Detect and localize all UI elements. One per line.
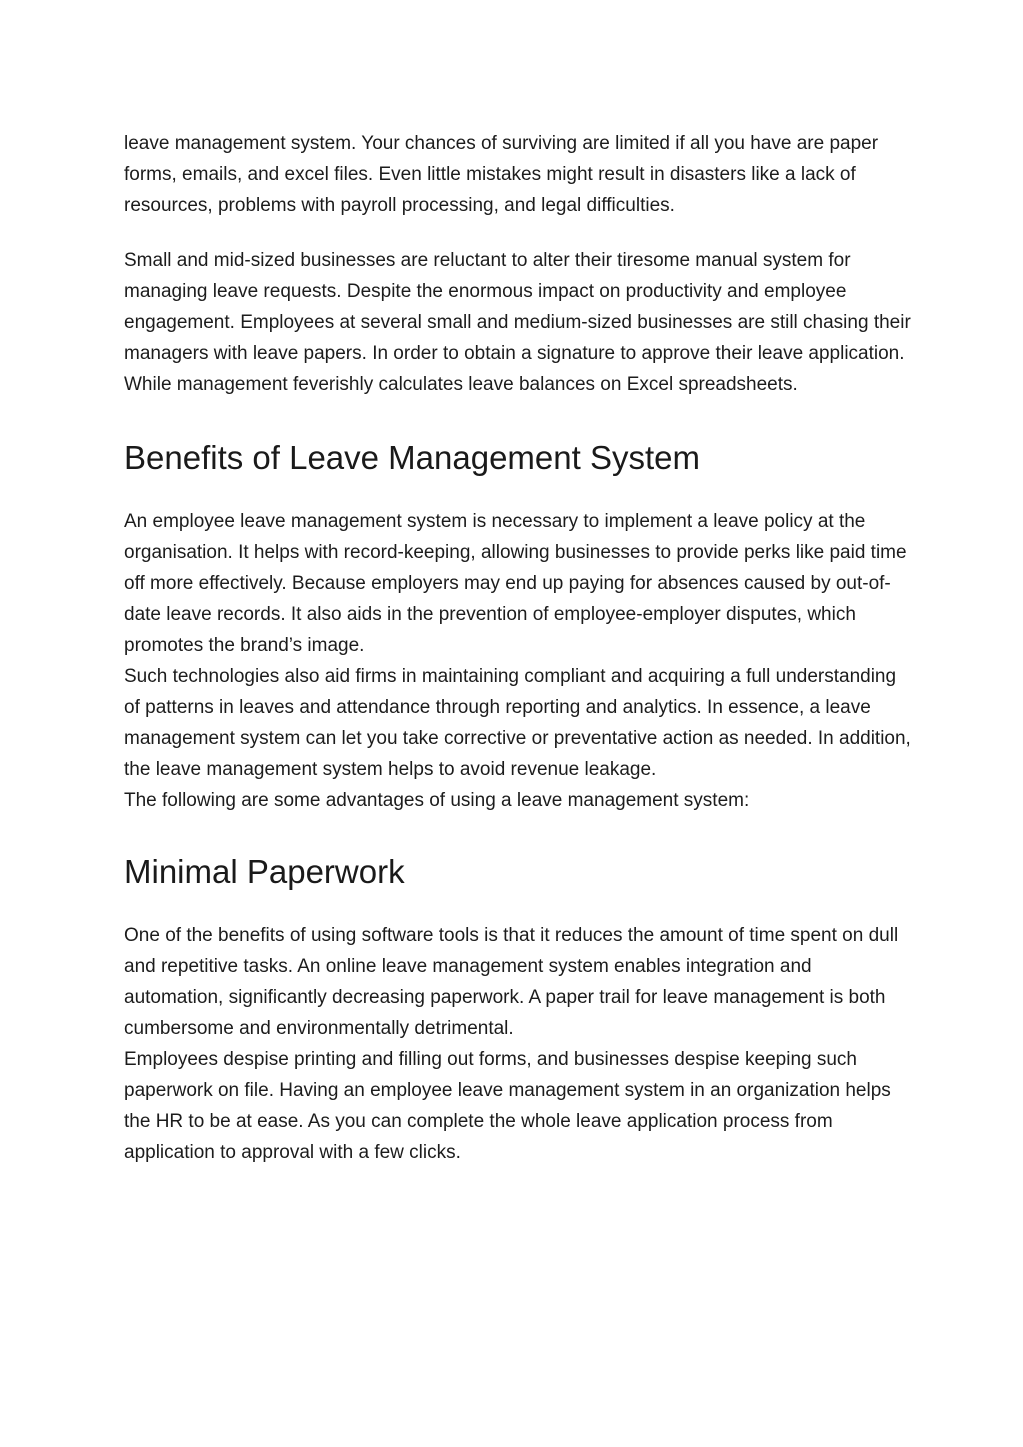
paperwork-heading: Minimal Paperwork [124, 853, 405, 890]
document-page [124, 128, 914, 1168]
benefits-heading: Benefits of Leave Management System [124, 439, 700, 476]
benefits-paragraph-2: Such technologies also aid firms in maintaining compliant and acquiring a full understanding of patterns in leaves and attendance through reporting and analytics. In essence, a leave management system can let you take corrective or preventative action as needed. In addition, the leave management system helps to avoid revenue leakage. [124, 666, 911, 780]
intro-paragraph-1: leave management system. Your chances of surviving are limited if all you have are paper forms, emails, and excel files. Even little mistakes might result in disasters like a lack of resources, problems with payroll processing, and legal difficulties. [124, 133, 879, 216]
intro-paragraph-2: Small and mid-sized businesses are reluctant to alter their tiresome manual system for managing leave requests. Despite the enormous impact on productivity and employee engagement. Employees at several small and medium-sized businesses are still chasing their managers with leave papers. In order to obtain a signature to approve their leave application. While management feverishly calculates leave balances on Excel spreadsheets. [124, 250, 911, 395]
paperwork-paragraph-2: Employees despise printing and filling out forms, and businesses despise keeping such paperwork on file. Having an employee leave management system in an organization helps the HR to be at ease. As you can complete the whole leave application process from application to approval with a few clicks. [124, 1049, 891, 1163]
benefits-paragraph-3: The following are some advantages of using a leave management system: [124, 790, 750, 811]
benefits-paragraph-1: An employee leave management system is necessary to implement a leave policy at the organisation. It helps with record-keeping, allowing businesses to provide perks like paid time off more effectively. Because employers may end up paying for absences caused by out-of-date leave records. It also aids in the prevention of employee-employer disputes, which promotes the brand’s image. [124, 511, 907, 656]
paperwork-paragraph-1: One of the benefits of using software tools is that it reduces the amount of time spent on dull and repetitive tasks. An online leave management system enables integration and automation, significantly decreasing paperwork. A paper trail for leave management is both cumbersome and environmentally detrimental. [124, 925, 899, 1039]
